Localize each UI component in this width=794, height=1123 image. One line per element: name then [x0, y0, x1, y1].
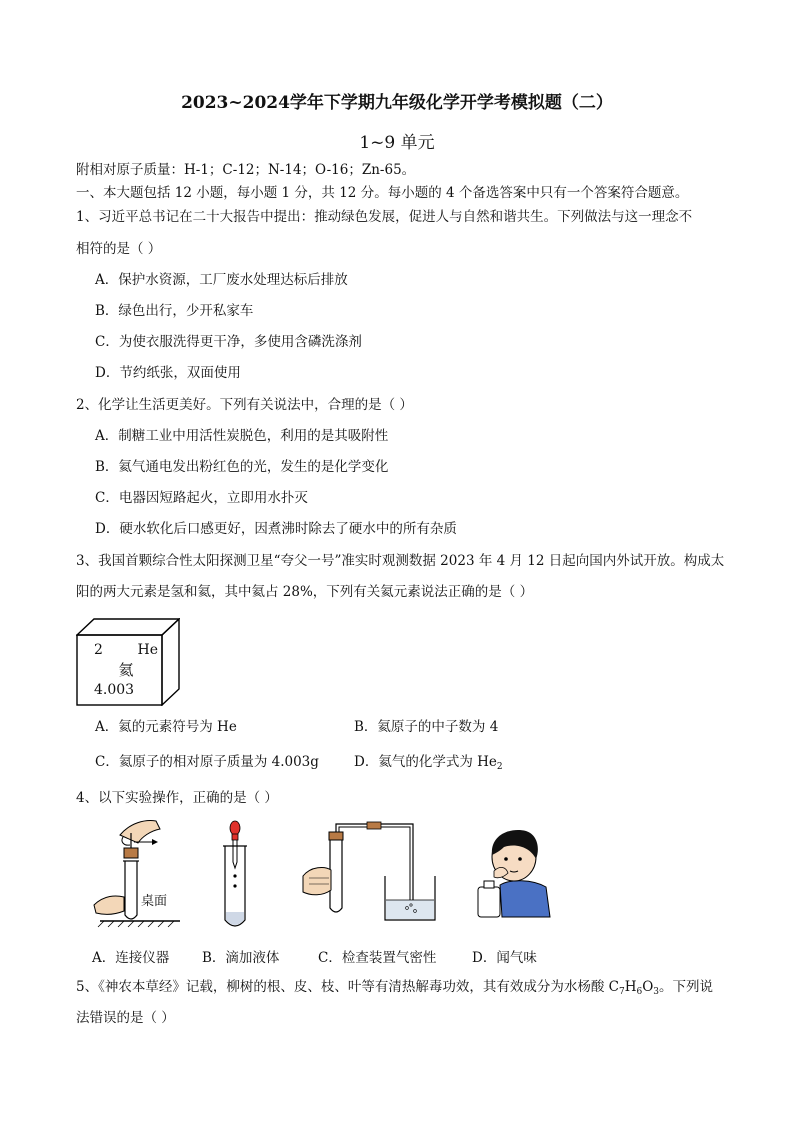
q1-option-a: A．保护水资源，工厂废水处理达标后排放	[95, 272, 348, 288]
section-instructions: 一、本大题包括 12 小题，每小题 1 分，共 12 分。每小题的 4 个备选答案中只有一个答案符合题意。	[76, 185, 689, 201]
element-symbol: He	[137, 642, 158, 658]
q2-option-d: D．硬水软化后口感更好，因煮沸时除去了硬水中的所有杂质	[95, 521, 457, 537]
figure-drop-liquid	[215, 820, 255, 935]
q5-stem-line2: 法错误的是（ ）	[76, 1010, 175, 1026]
q3-option-a: A．氦的元素符号为 He	[95, 719, 237, 735]
q3-option-d: D．氦气的化学式为 $He_2$	[354, 754, 503, 772]
table-surface-label: 桌面	[141, 894, 168, 909]
q4-option-b: B．滴加液体	[202, 950, 280, 966]
atomic-mass: 4.003	[94, 682, 135, 698]
q5-stem-line1: 5、《神农本草经》记载，柳树的根、皮、枝、叶等有清热解毒功效，其有效成分为水杨酸 $C_7H_6O_3$。下列说	[76, 979, 714, 997]
q2-option-c: C．电器因短路起火，立即用水扑灭	[95, 490, 308, 506]
atomic-masses-note: 附相对原子质量：H-1；C-12；N-14；O-16；Zn-65。	[76, 162, 416, 178]
q2-option-a: A．制糖工业中用活性炭脱色，利用的是其吸附性	[95, 428, 389, 444]
q4-option-d: D．闻气味	[472, 950, 537, 966]
q3-stem-line2: 阳的两大元素是氢和氦，其中氦占 28%，下列有关氦元素说法正确的是（ ）	[76, 584, 534, 600]
q2-option-b: B．氦气通电发出粉红色的光，发生的是化学变化	[95, 459, 389, 475]
figure-connect-apparatus	[90, 815, 190, 935]
page-title: 2023~2024学年下学期九年级化学开学考模拟题（二）	[181, 93, 613, 113]
figure-airtightness-check	[295, 820, 445, 935]
q3-option-b: B．氦原子的中子数为 4	[354, 719, 499, 735]
element-name: 氦	[118, 661, 134, 679]
atomic-number: 2	[94, 642, 103, 658]
page-subtitle: 1~9 单元	[359, 133, 435, 153]
element-cell	[90, 640, 162, 700]
q2-stem: 2、化学让生活更美好。下列有关说法中，合理的是（ ）	[76, 397, 413, 413]
q1-option-b: B．绿色出行，少开私家车	[95, 303, 254, 319]
q3-stem-line1: 3、我国首颗综合性太阳探测卫星“夸父一号”准实时观测数据 2023 年 4 月 12 日起向国内外试开放。构成太	[76, 553, 725, 569]
figure-smell-odor	[470, 825, 555, 920]
q4-stem: 4、以下实验操作，正确的是（ ）	[76, 790, 278, 806]
q1-stem-line2: 相符的是（ ）	[76, 241, 162, 257]
q4-option-c: C．检查装置气密性	[318, 950, 437, 966]
q1-option-c: C．为使衣服洗得更干净，多使用含磷洗涤剂	[95, 334, 362, 350]
q4-option-a: A．连接仪器	[92, 950, 170, 966]
q1-option-d: D．节约纸张，双面使用	[95, 365, 241, 381]
q1-stem-line1: 1、习近平总书记在二十大报告中提出：推动绿色发展，促进人与自然和谐共生。下列做法与这一理念不	[76, 209, 693, 225]
q3-option-c: C．氦原子的相对原子质量为 4.003g	[95, 754, 319, 770]
